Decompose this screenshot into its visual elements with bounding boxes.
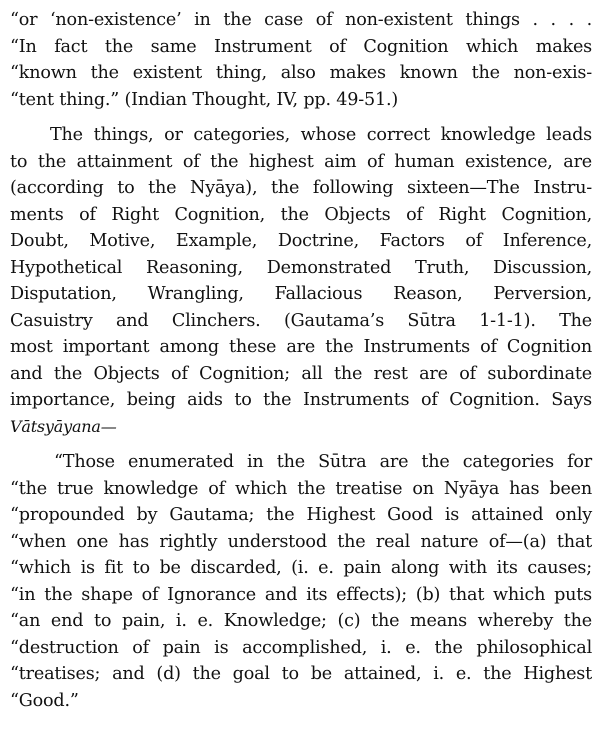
text-line-1: “or ‘non-existence’ in the case of non-existent things . . . . — [10, 10, 592, 30]
text-line-22: “in the shape of Ignorance and its effects); (b) that which puts — [10, 585, 592, 605]
text-line-11: Disputation, Wrangling, Fallacious Reason, Perversion, — [10, 284, 592, 304]
text-line-4: “tent thing.” (Indian Thought, IV, pp. 49-51.) — [10, 90, 399, 110]
text-line-18: “the true knowledge of which the treatise on Nyāya has been — [10, 479, 592, 499]
text-line-26: “Good.” — [10, 691, 79, 711]
text-line-24: “destruction of pain is accomplished, i. e. the philosophical — [10, 638, 592, 658]
text-line-9: Doubt, Motive, Example, Doctrine, Factors of Inference, — [10, 231, 592, 251]
text-line-13: most important among these are the Instruments of Cognition — [10, 337, 592, 357]
text-line-10: Hypothetical Reasoning, Demonstrated Truth, Discussion, — [10, 258, 592, 278]
text-line-25: “treatises; and (d) the goal to be attained, i. e. the Highest — [10, 664, 592, 684]
text-line-8: ments of Right Cognition, the Objects of Right Cognition, — [10, 205, 592, 225]
text-line-16: Vātsyāyana— — [10, 417, 117, 436]
text-line-17: “Those enumerated in the Sūtra are the categories for — [54, 452, 592, 472]
text-line-12: Casuistry and Clinchers. (Gautama’s Sūtra 1-1-1). The — [10, 311, 592, 331]
text-line-3: “known the existent thing, also makes known the non-exis- — [10, 63, 592, 83]
text-line-20: “when one has rightly understood the real nature of—(a) that — [10, 532, 592, 552]
text-line-6: to the attainment of the highest aim of human existence, are — [10, 152, 592, 172]
text-line-23: “an end to pain, i. e. Knowledge; (c) the means whereby the — [10, 611, 592, 631]
text-line-7: (according to the Nyāya), the following sixteen—The Instru- — [10, 178, 592, 198]
text-line-5: The things, or categories, whose correct knowledge leads — [50, 125, 592, 145]
text-line-2: “In fact the same Instrument of Cognition which makes — [10, 37, 592, 57]
text-line-19: “propounded by Gautama; the Highest Good is attained only — [10, 505, 592, 525]
text-line-21: “which is fit to be discarded, (i. e. pain along with its causes; — [10, 558, 592, 578]
text-line-14: and the Objects of Cognition; all the rest are of subordinate — [10, 364, 592, 384]
text-line-15: importance, being aids to the Instruments of Cognition. Says — [10, 390, 592, 410]
document-page — [10, 4, 594, 732]
